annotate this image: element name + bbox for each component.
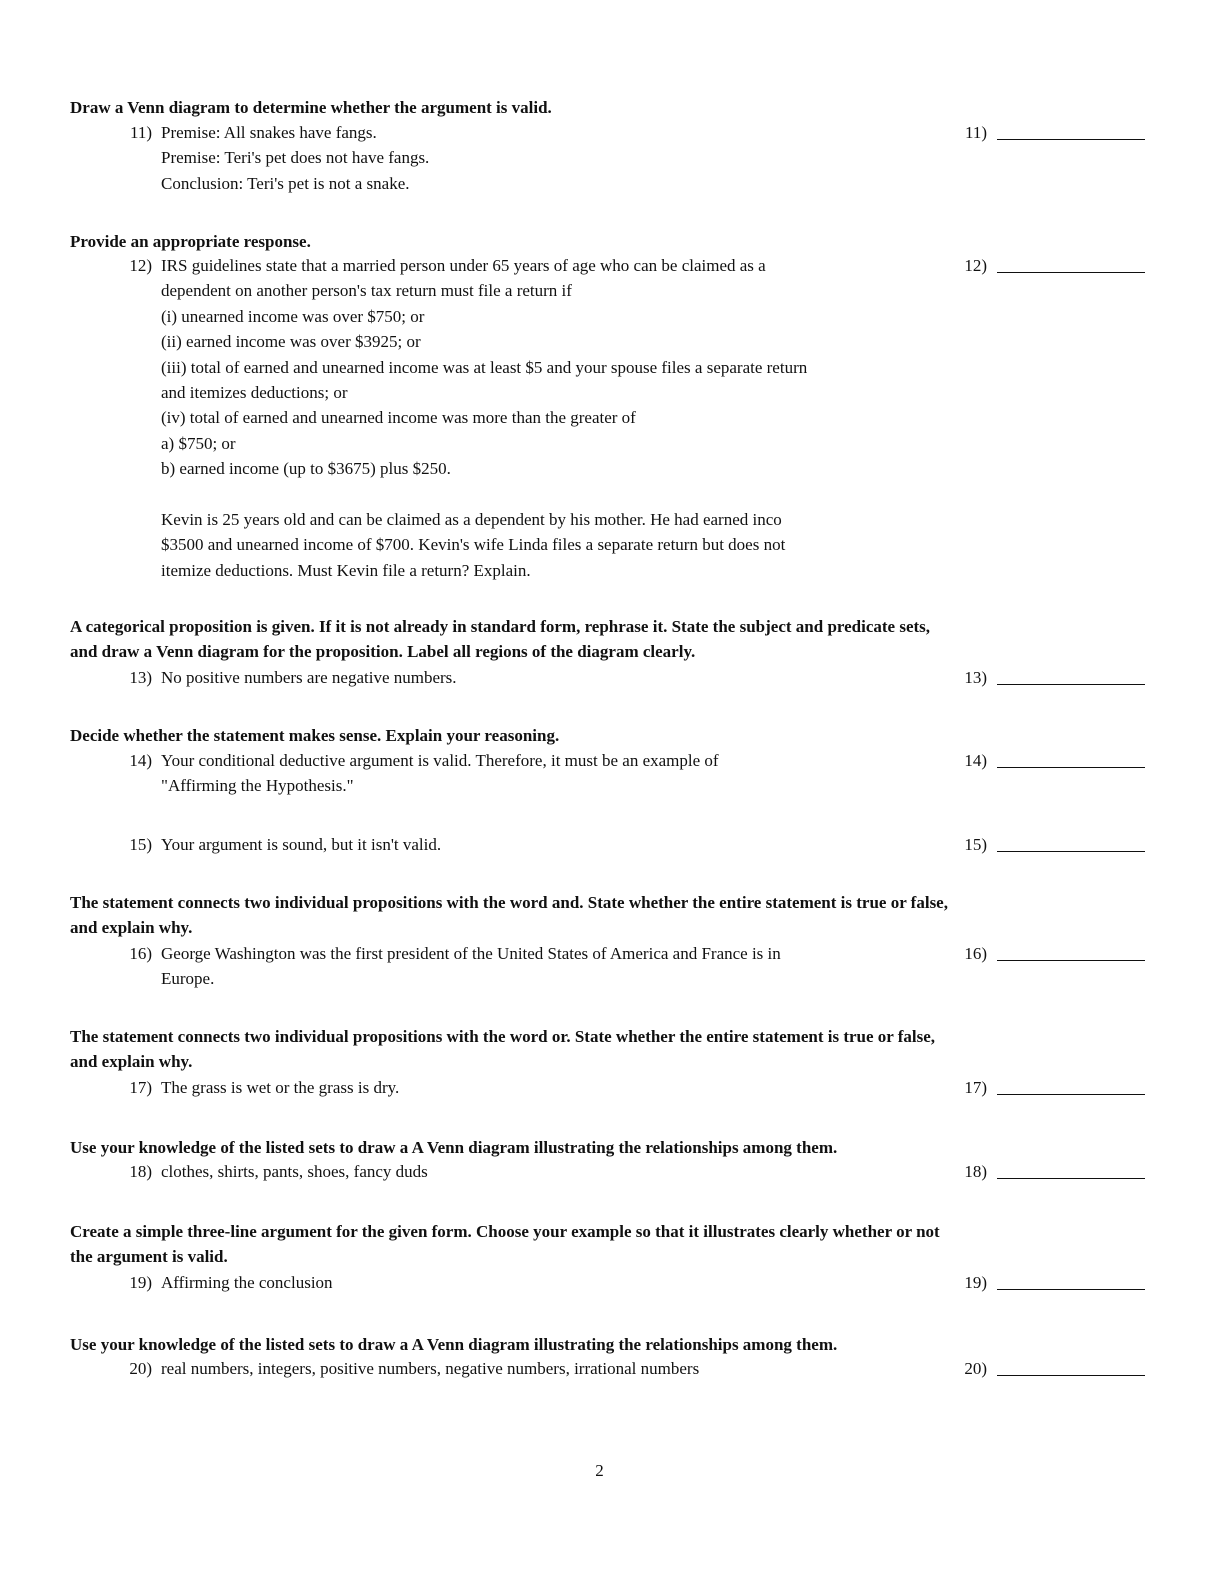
- question-line: real numbers, integers, positive numbers, negative numbers, irrational numbers: [161, 1359, 700, 1378]
- question-text: [161, 120, 961, 196]
- answer-blank-line[interactable]: [997, 851, 1145, 852]
- question-text: [161, 1075, 961, 1100]
- heading-line: Draw a Venn diagram to determine whether the argument is valid.: [70, 98, 552, 117]
- question-line: clothes, shirts, pants, shoes, fancy duds: [161, 1162, 428, 1181]
- question-line: Affirming the conclusion: [161, 1273, 333, 1292]
- section-heading: [70, 95, 1130, 120]
- question-line: Premise: Teri's pet does not have fangs.: [161, 148, 430, 168]
- question-line: itemize deductions. Must Kevin file a return? Explain.: [161, 560, 531, 580]
- heading-line: A categorical proposition is given. If it is not already in standard form, rephrase it. State the subject and predicate sets,: [70, 617, 931, 636]
- question-text: [161, 1270, 961, 1295]
- page-number: 2: [595, 1461, 604, 1480]
- answer-number: 17): [964, 1078, 987, 1097]
- section-heading: [70, 890, 1130, 941]
- question-text: [161, 941, 961, 992]
- answer-blank-line[interactable]: [997, 1178, 1145, 1179]
- heading-line: the argument is valid.: [70, 1247, 228, 1267]
- question-number: 18): [129, 1162, 152, 1181]
- heading-line: and explain why.: [70, 1052, 193, 1072]
- section-heading: [70, 1332, 1130, 1357]
- question-line: "Affirming the Hypothesis.": [161, 776, 354, 796]
- question-line: Your conditional deductive argument is valid. Therefore, it must be an example of: [161, 751, 719, 770]
- question-number: 20): [129, 1359, 152, 1378]
- question-text: [161, 748, 961, 799]
- answer-number: 19): [964, 1273, 987, 1292]
- question-line: George Washington was the first president of the United States of America and France is in: [161, 944, 781, 963]
- question-line: (ii) earned income was over $3925; or: [161, 332, 421, 352]
- question-line: Premise: All snakes have fangs.: [161, 123, 377, 142]
- heading-line: Create a simple three-line argument for the given form. Choose your example so that it illustrates clearly whether or not: [70, 1222, 940, 1241]
- heading-line: Provide an appropriate response.: [70, 232, 311, 251]
- heading-line: Use your knowledge of the listed sets to draw a A Venn diagram illustrating the relationships among them.: [70, 1138, 838, 1157]
- section-heading: [70, 723, 1130, 748]
- question-text: [161, 253, 961, 583]
- answer-number: 11): [964, 123, 987, 142]
- question-number: 13): [129, 668, 152, 687]
- question-line: and itemizes deductions; or: [161, 383, 348, 403]
- answer-number: 18): [964, 1162, 987, 1181]
- question-line: Conclusion: Teri's pet is not a snake.: [161, 173, 410, 193]
- question-number: 14): [129, 751, 152, 770]
- question-line: Europe.: [161, 969, 215, 989]
- section-heading: [70, 1024, 1130, 1075]
- heading-line: Decide whether the statement makes sense. Explain your reasoning.: [70, 726, 560, 745]
- question-number: 11): [129, 123, 152, 142]
- question-line: (iv) total of earned and unearned income was more than the greater of: [161, 408, 636, 428]
- question-line: a) $750; or: [161, 433, 236, 453]
- question-line: (i) unearned income was over $750; or: [161, 306, 425, 326]
- question-line: IRS guidelines state that a married person under 65 years of age who can be claimed as a: [161, 256, 766, 275]
- heading-line: Use your knowledge of the listed sets to draw a A Venn diagram illustrating the relationships among them.: [70, 1335, 838, 1354]
- heading-line: and draw a Venn diagram for the proposition. Label all regions of the diagram clearly.: [70, 642, 696, 662]
- question-text: [161, 1159, 961, 1184]
- answer-number: 15): [964, 835, 987, 854]
- answer-number: 12): [964, 256, 987, 275]
- question-number: 19): [129, 1273, 152, 1292]
- answer-blank-line[interactable]: [997, 684, 1145, 685]
- heading-line: The statement connects two individual propositions with the word and. State whether the entire statement is true or false,: [70, 893, 948, 912]
- answer-blank-line[interactable]: [997, 1289, 1145, 1290]
- answer-blank-line[interactable]: [997, 767, 1145, 768]
- answer-blank-line[interactable]: [997, 272, 1145, 273]
- section-heading: [70, 229, 1130, 254]
- answer-number: 20): [964, 1359, 987, 1378]
- question-number: 17): [129, 1078, 152, 1097]
- question-number: 16): [129, 944, 152, 963]
- section-heading: [70, 1135, 1130, 1160]
- question-line: Kevin is 25 years old and can be claimed as a dependent by his mother. He had earned inco: [161, 510, 782, 530]
- question-text: [161, 1356, 961, 1381]
- question-line: The grass is wet or the grass is dry.: [161, 1078, 400, 1097]
- section-heading: [70, 614, 1130, 665]
- answer-blank-line[interactable]: [997, 960, 1145, 961]
- question-text: [161, 665, 961, 690]
- question-number: 15): [129, 835, 152, 854]
- answer-number: 14): [964, 751, 987, 770]
- question-line: Your argument is sound, but it isn't valid.: [161, 835, 442, 854]
- question-line: $3500 and unearned income of $700. Kevin's wife Linda files a separate return but does not: [161, 535, 786, 555]
- question-text: [161, 832, 961, 857]
- question-line: No positive numbers are negative numbers.: [161, 668, 457, 687]
- question-line: b) earned income (up to $3675) plus $250.: [161, 459, 451, 479]
- question-line: [161, 482, 961, 507]
- question-line: dependent on another person's tax return must file a return if: [161, 281, 572, 301]
- answer-blank-line[interactable]: [997, 139, 1145, 140]
- heading-line: and explain why.: [70, 918, 193, 938]
- answer-number: 13): [964, 668, 987, 687]
- question-number: 12): [129, 256, 152, 275]
- answer-blank-line[interactable]: [997, 1375, 1145, 1376]
- heading-line: The statement connects two individual propositions with the word or. State whether the entire statement is true or false,: [70, 1027, 936, 1046]
- question-line: (iii) total of earned and unearned income was at least $5 and your spouse files a separate return: [161, 357, 808, 377]
- section-heading: [70, 1219, 1130, 1270]
- answer-number: 16): [964, 944, 987, 963]
- answer-blank-line[interactable]: [997, 1094, 1145, 1095]
